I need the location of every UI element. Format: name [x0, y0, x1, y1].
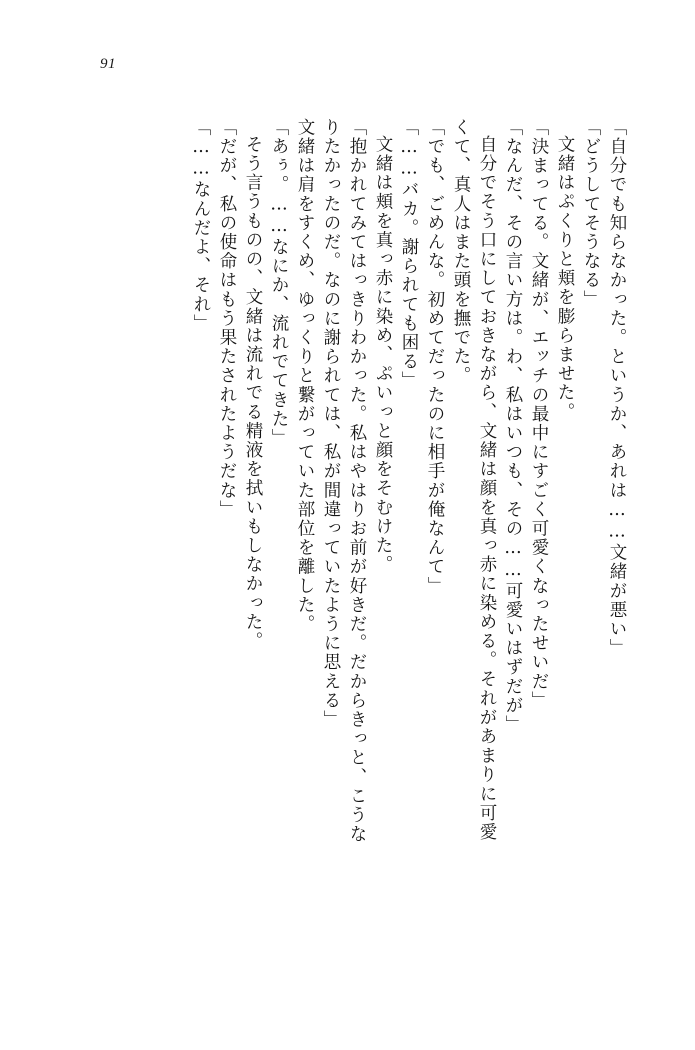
text-line: 文緒は頬を真っ赤に染め、ぷいっと顔をそむけた。: [373, 135, 393, 575]
text-line: 「自分でも知らなかった。というか、あれは……文緒が悪い」: [607, 118, 627, 658]
text-line: 「どうしてそうなる」: [581, 118, 601, 309]
text-line: そう言うものの、文緒は流れでる精液を拭いもしなかった。: [243, 135, 263, 651]
text-line: 「だが、私の使命はもう果たされたようだな」: [217, 118, 237, 520]
text-line: 文緒は肩をすくめ、ゆっくりと繋がっていた部位を離した。: [295, 118, 315, 634]
text-line: 「抱かれてみてはっきりわかった。私はやはりお前が好きだ。だからきっと、こうな: [347, 118, 367, 844]
vertical-text-body: [65, 118, 625, 998]
text-line: 「あぅ。……なにか、流れでてきた」: [269, 118, 289, 448]
text-line: 「決まってる。文緒が、エッチの最中にすごく可愛くなったせいだ」: [529, 118, 549, 711]
text-line: 「……バカ。謝られても困る」: [399, 118, 419, 391]
text-line: 「でも、ごめんな。初めてだったのに相手が俺なんて」: [425, 118, 445, 596]
text-line: 「なんだ、その言い方は。わ、私はいつも、その……可愛いはずだが」: [503, 118, 523, 735]
text-line: 文緒はぷくりと頬を膨らませた。: [555, 135, 575, 422]
text-line: 「……なんだよ、それ」: [191, 118, 211, 334]
text-line: くて、真人はまた頭を撫でた。: [451, 118, 471, 386]
text-line: 自分でそう口にしておきながら、文緒は顔を真っ赤に染める。それがあまりに可愛: [477, 135, 497, 842]
page-number: 91: [100, 56, 116, 72]
text-line: りたかったのだ。なのに謝られては、私が間違っていたように思える」: [321, 118, 341, 730]
